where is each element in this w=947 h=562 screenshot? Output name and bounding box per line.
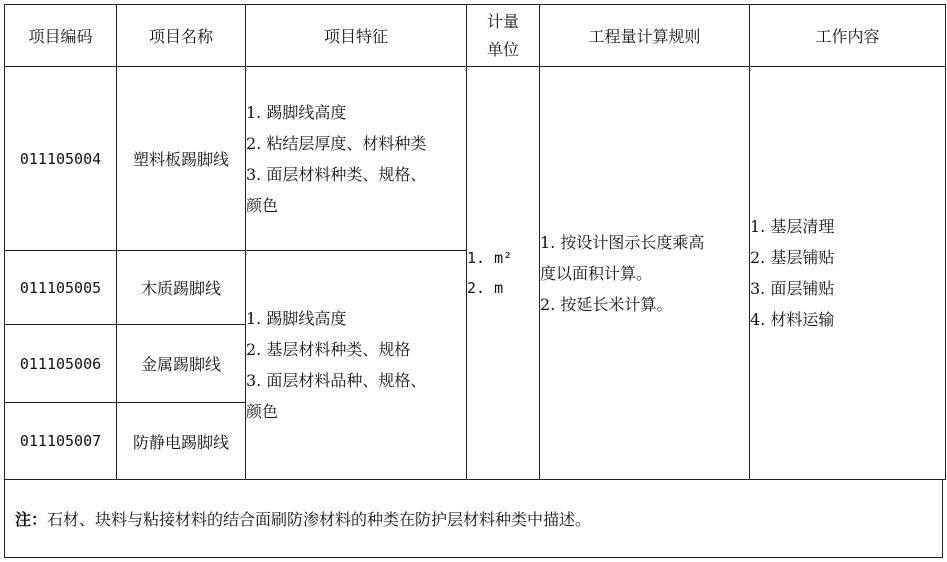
spec-table — [4, 4, 946, 480]
unit-line: 1. m² — [467, 249, 513, 267]
row-code: 011105005 — [5, 251, 117, 325]
row-code: 011105006 — [5, 325, 117, 403]
feature-line: 3. 面层材料品种、规格、 — [246, 371, 427, 390]
header-row — [5, 5, 946, 67]
feature-line: 颜色 — [246, 195, 279, 215]
work-line: 4. 材料运输 — [750, 310, 835, 329]
header-unit — [467, 5, 540, 67]
rule-cell — [540, 67, 750, 480]
row-code: 011105004 — [5, 67, 117, 251]
feature-line: 2. 基层材料种类、规格 — [246, 340, 411, 359]
unit-line: 2. m — [467, 279, 504, 297]
feature-cell-b — [246, 251, 467, 480]
table-note — [4, 480, 943, 558]
work-line: 3. 面层铺贴 — [750, 279, 835, 298]
header-unit-line1: 计量 — [486, 11, 519, 31]
feature-line: 颜色 — [246, 402, 279, 421]
rule-line: 2. 按延长米计算。 — [540, 294, 673, 314]
header-name: 项目名称 — [117, 5, 246, 67]
feature-line: 1. 踢脚线高度 — [246, 102, 347, 122]
feature-cell-a — [246, 67, 467, 251]
header-rule: 工程量计算规则 — [540, 5, 750, 67]
work-cell — [750, 67, 946, 480]
note-text: 石材、块料与粘接材料的结合面刷防渗材料的种类在防护层材料种类中描述。 — [47, 510, 592, 529]
table-row — [5, 67, 946, 251]
row-name: 防静电踢脚线 — [117, 403, 246, 480]
header-unit-line2: 单位 — [486, 39, 519, 59]
row-name: 金属踢脚线 — [117, 325, 246, 403]
unit-cell — [467, 67, 540, 480]
header-feature: 项目特征 — [246, 5, 467, 67]
rule-line: 度以面积计算。 — [540, 263, 653, 283]
header-code: 项目编码 — [5, 5, 117, 67]
row-code: 011105007 — [5, 403, 117, 480]
feature-line: 2. 粘结层厚度、材料种类 — [246, 133, 427, 153]
work-line: 2. 基层铺贴 — [750, 248, 835, 267]
feature-line: 1. 踢脚线高度 — [246, 309, 347, 328]
feature-line: 3. 面层材料种类、规格、 — [246, 164, 427, 184]
row-name: 木质踢脚线 — [117, 251, 246, 325]
header-work: 工作内容 — [750, 5, 946, 67]
rule-line: 1. 按设计图示长度乘高 — [540, 232, 705, 252]
work-line: 1. 基层清理 — [750, 217, 835, 236]
row-name: 塑料板踢脚线 — [117, 67, 246, 251]
note-label: 注： — [15, 510, 48, 529]
